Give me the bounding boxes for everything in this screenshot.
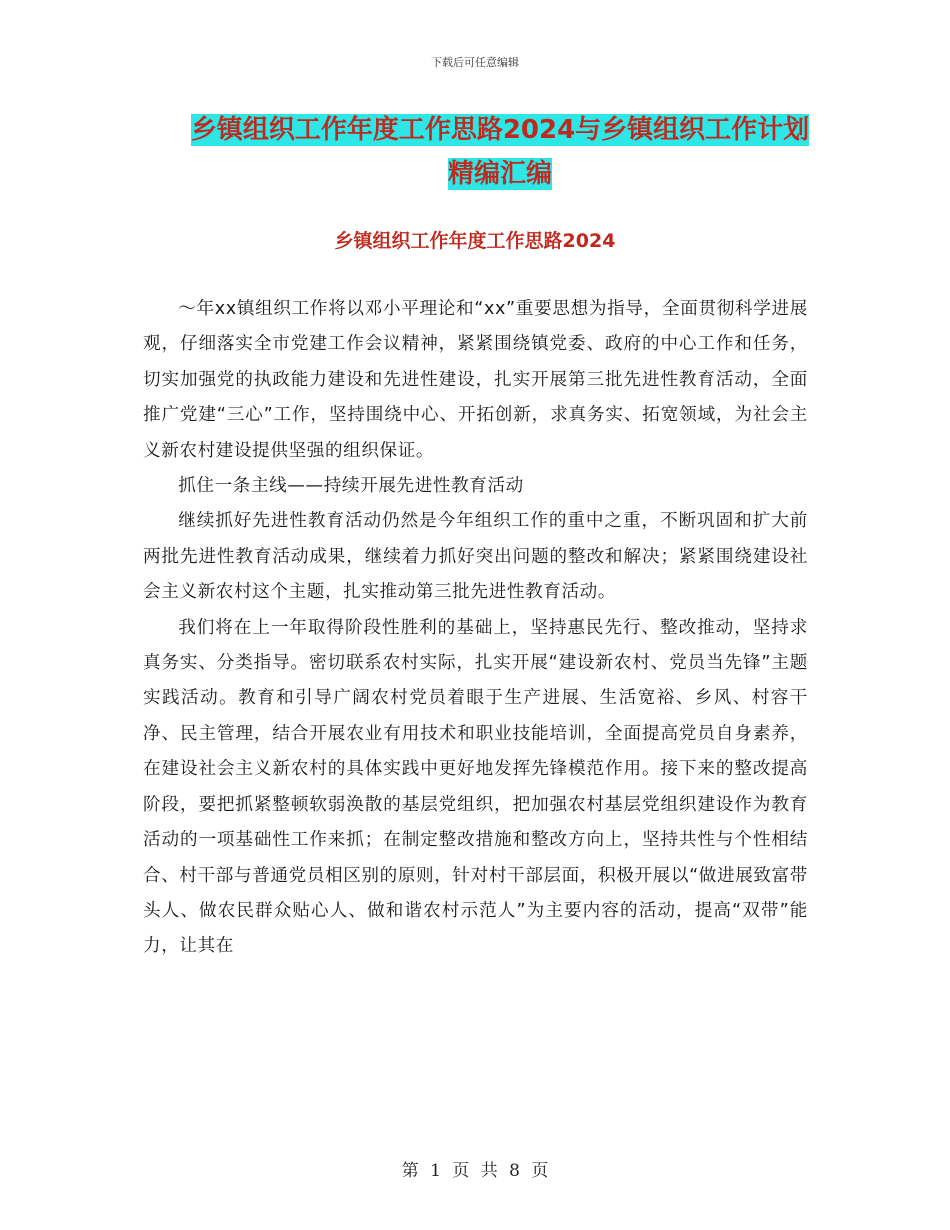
paragraph: 我们将在上一年取得阶段性胜利的基础上，坚持惠民先行、整改推动，坚持求真务实、分类指导。密切联系农村实际，扎实开展“建设新农村、党员当先锋”主题实践活动。教育和引导广阔农村党员着眼于生产进展、生活宽裕、乡风、村容干净、民主管理，结合开展农业有用技术和职业技能培训，全面提高党员自身素养，在建设社会主义新农村的具体实践中更好地发挥先锋模范作用。接下来的整改提高阶段，要把抓紧整顿软弱涣散的基层党组织，把加强农村基层党组织建设作为教育活动的一项基础性工作来抓；在制定整改措施和整改方向上，坚持共性与个性相结合、村干部与普通党员相区别的原则，针对村干部层面，积极开展以“做进展致富带头人、做农民群众贴心人、做和谐农村示范人”为主要内容的活动，提高“双带”能力，让其在 <box>143 617 808 957</box>
document-title-line2: 精编汇编 <box>447 159 552 189</box>
header-note: 下载后可任意编辑 <box>431 56 519 69</box>
paragraph: ～年xx镇组织工作将以邓小平理论和“xx”重要思想为指导，全面贯彻科学进展观，仔细落实全市党建工作会议精神，紧紧围绕镇党委、政府的中心工作和任务，切实加强党的执政能力建设和先进性建设，扎实开展第三批先进性教育活动，全面推广党建“三心”工作，坚持围绕中心、开拓创新，求真务实、拓宽领域，为社会主义新农村建设提供坚强的组织保证。 <box>143 299 808 461</box>
section-title: 乡镇组织工作年度工作思路2024 <box>334 230 616 252</box>
document-title-line1: 乡镇组织工作年度工作思路2024与乡镇组织工作计划 <box>190 115 810 145</box>
paragraph-heading: 抓住一条主线——持续开展先进性教育活动 <box>178 476 524 497</box>
document-title <box>140 108 860 196</box>
page-footer: 第 1 页 共 8 页 <box>401 1161 549 1181</box>
body-text <box>143 292 808 965</box>
paragraph: 继续抓好先进性教育活动仍然是今年组织工作的重中之重，不断巩固和扩大前两批先进性教育活动成果，继续着力抓好突出问题的整改和解决；紧紧围绕建设社会主义新农村这个主题，扎实推动第三批先进性教育活动。 <box>143 511 808 603</box>
